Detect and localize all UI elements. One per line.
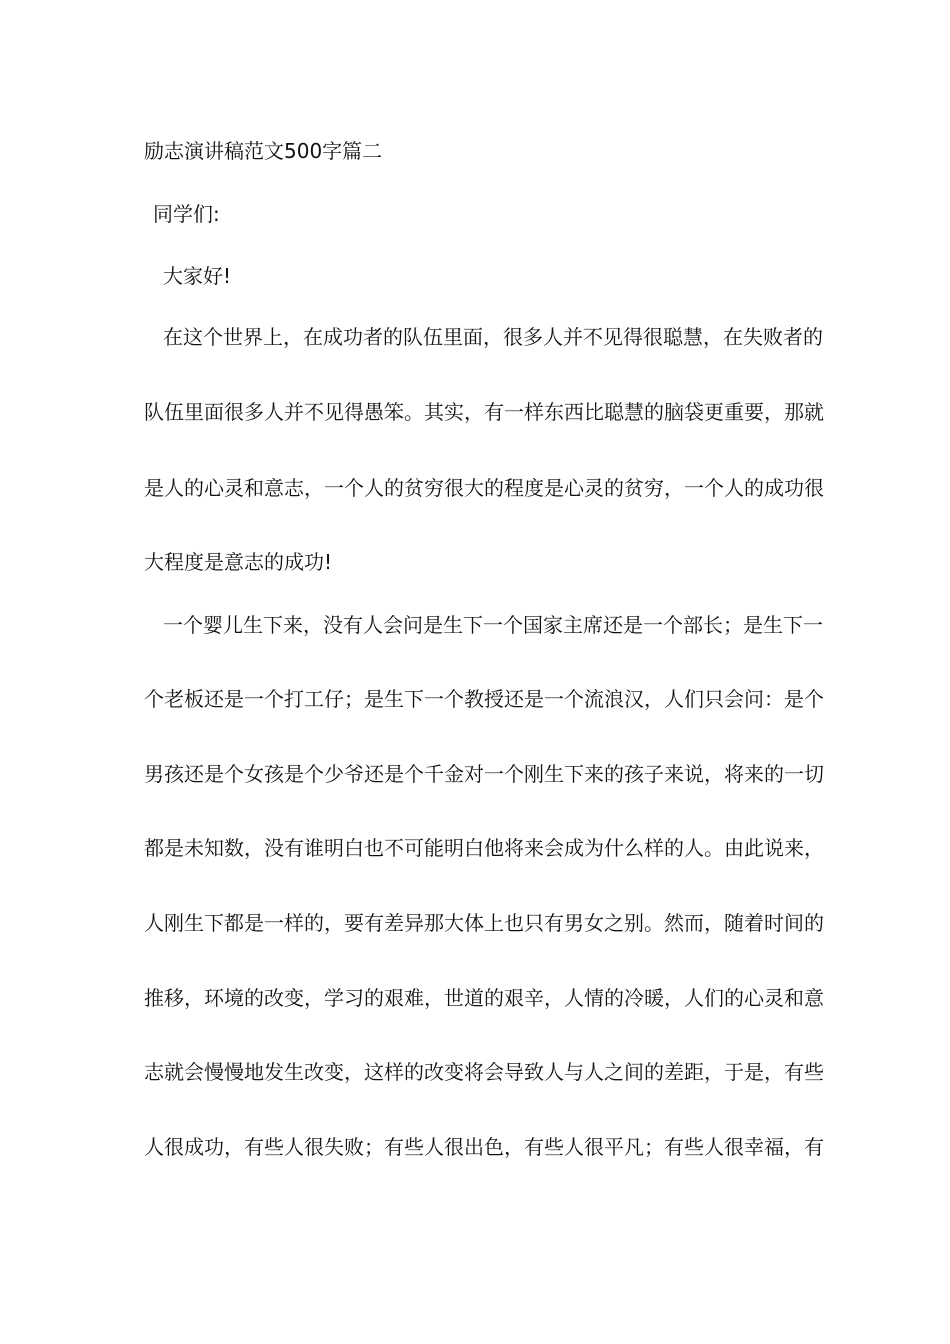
paragraph-2-line-3: 男孩还是个女孩是个少爷还是个千金对一个刚生下来的孩子来说，将来的一切	[144, 762, 824, 786]
paragraph-1-line-1: 在这个世界上，在成功者的队伍里面，很多人并不见得很聪慧，在失败者的	[163, 325, 823, 349]
paragraph-1-line-3: 是人的心灵和意志，一个人的贫穷很大的程度是心灵的贫穷，一个人的成功很	[144, 476, 824, 500]
paragraph-1-line-2: 队伍里面很多人并不见得愚笨。其实，有一样东西比聪慧的脑袋更重要，那就	[144, 400, 824, 424]
greeting: 大家好!	[163, 264, 232, 288]
paragraph-2-line-4: 都是未知数，没有谁明白也不可能明白他将来会成为什么样的人。由此说来，	[144, 836, 824, 860]
paragraph-2-line-5: 人刚生下都是一样的，要有差异那大体上也只有男女之别。然而，随着时间的	[144, 911, 824, 935]
paragraph-2-line-1: 一个婴儿生下来，没有人会问是生下一个国家主席还是一个部长；是生下一	[163, 613, 823, 637]
paragraph-2-line-2: 个老板还是一个打工仔；是生下一个教授还是一个流浪汉，人们只会问：是个	[144, 687, 824, 711]
paragraph-1-line-4: 大程度是意志的成功!	[144, 550, 333, 574]
salutation: 同学们:	[153, 202, 220, 226]
document-title: 励志演讲稿范文500字篇二	[144, 139, 383, 163]
paragraph-2-line-6: 推移，环境的改变，学习的艰难，世道的艰辛，人情的冷暖，人们的心灵和意	[144, 986, 824, 1010]
paragraph-2-line-7: 志就会慢慢地发生改变，这样的改变将会导致人与人之间的差距，于是，有些	[144, 1060, 824, 1084]
paragraph-2-line-8: 人很成功，有些人很失败；有些人很出色，有些人很平凡；有些人很幸福，有	[144, 1135, 824, 1159]
